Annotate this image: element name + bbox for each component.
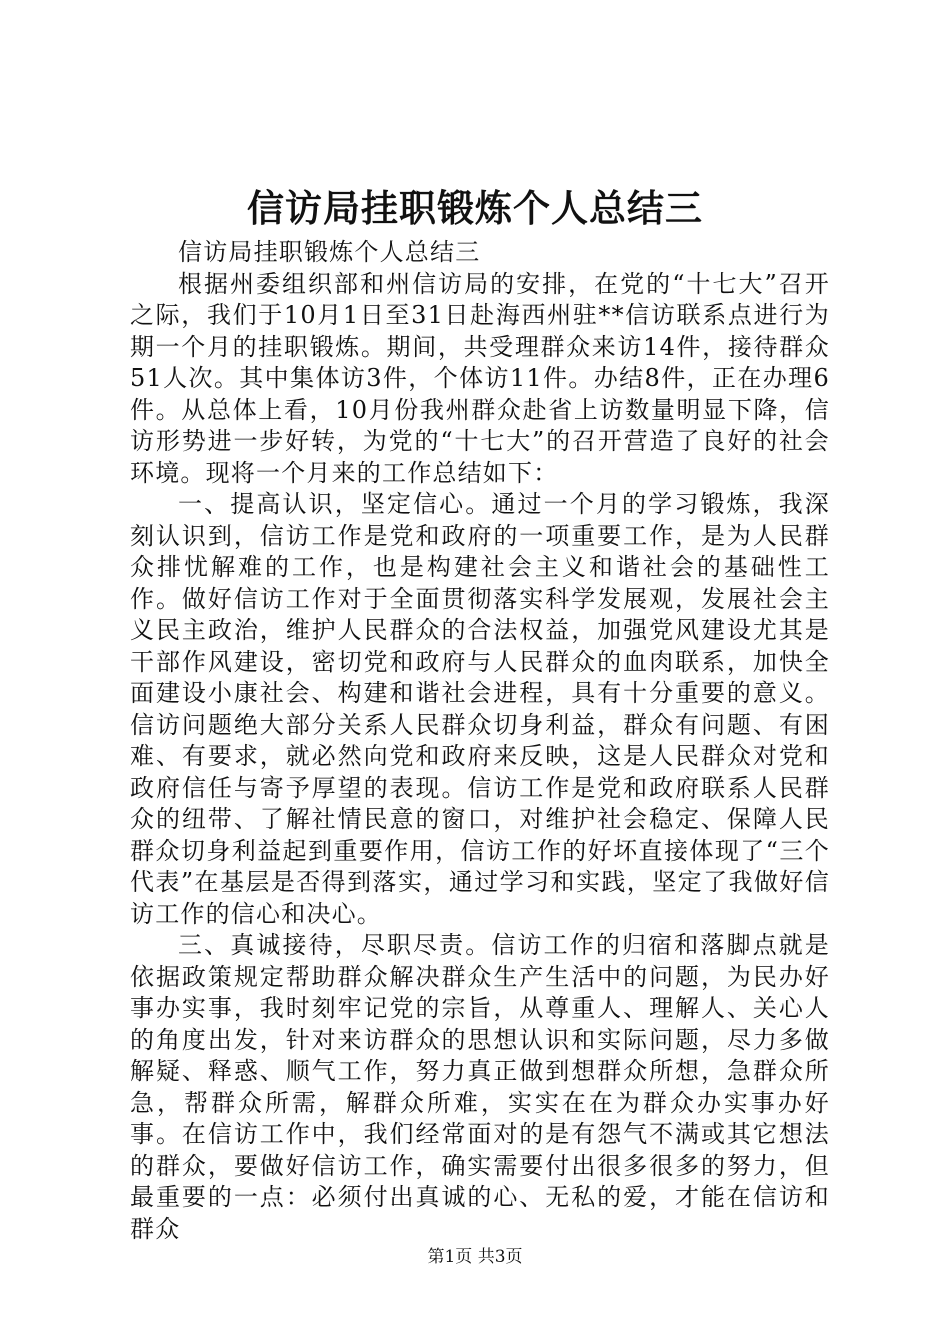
page-footer: 第1页 共3页 (427, 1247, 523, 1267)
page-title: 信访局挂职锻炼个人总结三 (247, 186, 703, 230)
intro-paragraph: 根据州委组织部和州信访局的安排，在党的“十七大”召开之际，我们于10月1日至31日赴海西州驻**信访联系点进行为期一个月的挂职锻炼。期间，共受理群众来访14件，接待群众51人次。其中集体访3件，个体访11件。办结8件，正在办理6件。从总体上看，10月份我州群众赴省上访数量明显下降，信访形势进一步好转，为党的“十七大”的召开营造了良好的社会环境。现将一个月来的工作总结如下： (130, 269, 830, 487)
document-body (130, 237, 830, 1245)
section-three-paragraph: 三、真诚接待，尽职尽责。信访工作的归宿和落脚点就是依据政策规定帮助群众解决群众生产生活中的问题，为民办好事办实事，我时刻牢记党的宗旨，从尊重人、理解人、关心人的角度出发，针对来访群众的思想认识和实际问题，尽力多做解疑、释惑、顺气工作，努力真正做到想群众所想，急群众所急，帮群众所需，解群众所难，实实在在为群众办实事办好事。在信访工作中，我们经常面对的是有怨气不满或其它想法的群众，要做好信访工作，确实需要付出很多很多的努力，但最重要的一点：必须付出真诚的心、无私的爱，才能在信访和群众 (130, 931, 830, 1243)
section-one-paragraph: 一、提高认识，坚定信心。通过一个月的学习锻炼，我深刻认识到，信访工作是党和政府的一项重要工作，是为人民群众排忧解难的工作，也是构建社会主义和谐社会的基础性工作。做好信访工作对于全面贯彻落实科学发展观，发展社会主义民主政治，维护人民群众的合法权益，加强党风建设尤其是干部作风建设，密切党和政府与人民群众的血肉联系，加快全面建设小康社会、构建和谐社会进程，具有十分重要的意义。信访问题绝大部分关系人民群众切身利益，群众有问题、有困难、有要求，就必然向党和政府来反映，这是人民群众对党和政府信任与寄予厚望的表现。信访工作是党和政府联系人民群众的纽带、了解社情民意的窗口，对维护社会稳定、保障人民群众切身利益起到重要作用，信访工作的好坏直接体现了“三个代表”在基层是否得到落实，通过学习和实践，坚定了我做好信访工作的信心和决心。 (130, 490, 830, 928)
subtitle-paragraph: 信访局挂职锻炼个人总结三 (178, 238, 481, 266)
